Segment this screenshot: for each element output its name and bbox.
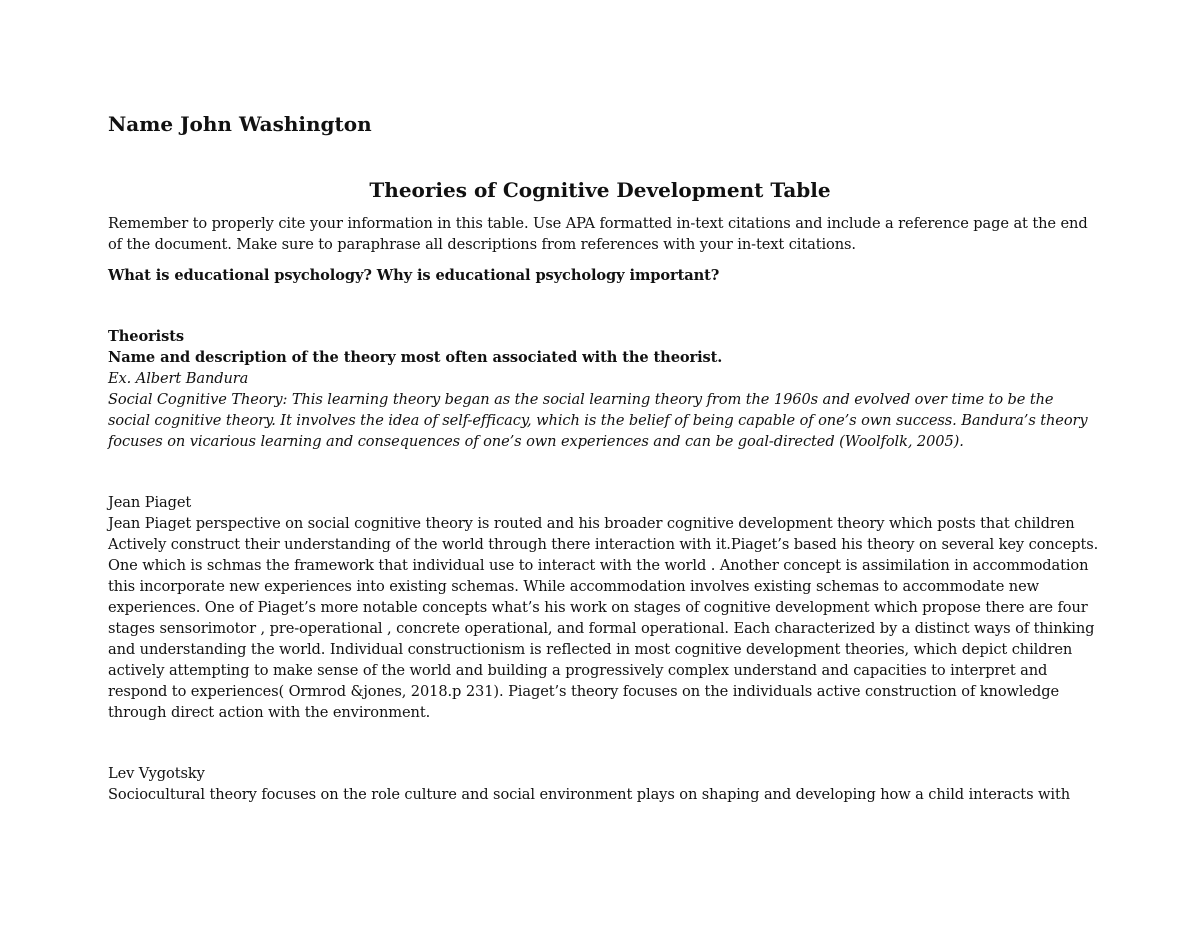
question-text: What is educational psychology? Why is educational psychology important? <box>108 267 720 284</box>
document-title: Theories of Cognitive Development Table <box>369 178 831 202</box>
example-description-line: social cognitive theory. It involves the idea of self-efficacy, which is the belief of being capable of one’s own success. Bandura’s theory <box>108 412 1088 429</box>
piaget-description-line: experiences. One of Piaget’s more notable concepts what’s his work on stages of cognitive development which propose there are four <box>108 599 1088 616</box>
student-name: Name John Washington <box>108 112 372 136</box>
piaget-description-line: through direct action with the environment. <box>108 704 431 721</box>
instructions-line: Remember to properly cite your information in this table. Use APA formatted in-text citations and include a reference page at the end <box>108 215 1088 232</box>
instructions-line: of the document. Make sure to paraphrase all descriptions from references with your in-text citations. <box>108 236 856 253</box>
piaget-description-line: One which is schmas the framework that individual use to interact with the world . Another concept is assimilation in accommodation <box>108 557 1089 574</box>
example-description-line: focuses on vicarious learning and consequences of one’s own experiences and can be goal-directed (Woolfolk, 2005). <box>108 433 964 450</box>
theorists-subheading: Name and description of the theory most often associated with the theorist. <box>108 349 723 366</box>
vygotsky-description-line: Sociocultural theory focuses on the role culture and social environment plays on shaping and developing how a child interacts with <box>108 786 1071 803</box>
piaget-description-line: this incorporate new experiences into existing schemas. While accommodation involves existing schemas to accommodate new <box>108 578 1040 595</box>
vygotsky-name: Lev Vygotsky <box>108 765 205 782</box>
piaget-description-line: Jean Piaget perspective on social cognitive theory is routed and his broader cognitive development theory which posts that children <box>108 515 1075 532</box>
piaget-description-line: actively attempting to make sense of the world and building a progressively complex understand and capacities to interpret and <box>108 662 1048 679</box>
piaget-description-line: and understanding the world. Individual constructionism is reflected in most cognitive development theories, which depict children <box>108 641 1073 658</box>
piaget-name: Jean Piaget <box>108 494 192 511</box>
example-description-line: Social Cognitive Theory: This learning theory began as the social learning theory from the 1960s and evolved over time to be the <box>108 391 1054 408</box>
piaget-description-line: Actively construct their understanding of the world through there interaction with it.Piaget’s based his theory on several key concepts. <box>108 536 1099 553</box>
example-theorist-name: Ex. Albert Bandura <box>108 370 249 387</box>
piaget-description-line: stages sensorimotor , pre-operational , concrete operational, and formal operational. Each characterized by a distinct ways of thinking <box>108 620 1095 637</box>
piaget-description-line: respond to experiences( Ormrod &jones, 2018.p 231). Piaget’s theory focuses on the individuals active construction of knowledge <box>108 683 1060 700</box>
theorists-heading: Theorists <box>108 328 184 345</box>
